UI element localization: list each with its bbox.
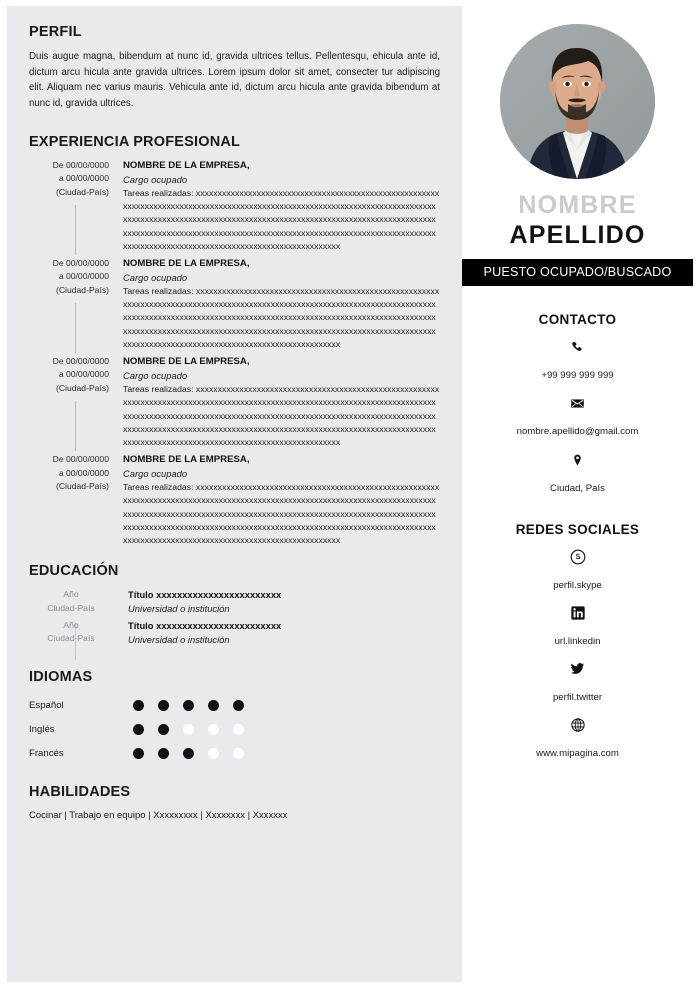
experience-heading: EXPERIENCIA PROFESIONAL: [29, 133, 241, 150]
experience-date: [29, 453, 121, 547]
experience-date-to: a 00/00/0000: [58, 467, 109, 478]
timeline-connector: [75, 205, 76, 255]
contact-value: nombre.apellido@gmail.com: [516, 426, 639, 437]
level-dot-filled: [133, 724, 144, 735]
experience-company: NOMBRE DE LA EMPRESA,: [123, 257, 250, 269]
education-entry: [29, 619, 440, 647]
language-name: Inglés: [29, 724, 55, 736]
level-dot-empty: [183, 724, 194, 735]
education-year: Año: [63, 589, 79, 600]
experience-date-to: a 00/00/0000: [58, 369, 109, 380]
education-title: Título xxxxxxxxxxxxxxxxxxxxxxxx: [128, 619, 282, 631]
languages-heading: IDIOMAS: [29, 668, 93, 685]
social-item[interactable]: [462, 605, 693, 649]
experience-location: (Ciudad-País): [55, 480, 109, 491]
contact-item[interactable]: [462, 452, 693, 496]
level-dot-filled: [158, 700, 169, 711]
education-location: Ciudad-País: [47, 633, 95, 644]
language-name: Francés: [29, 748, 64, 760]
language-level-dots: [133, 748, 244, 759]
experience-tasks: Tareas realizadas: xxxxxxxxxxxxxxxxxxxxxxxxxxxxxxxxxxxxxxxxxxxxxxxxxxxxxxxxxxxxxxxxxxxxxxxxxxxxxxxxxxxxxxxxxxxxxxxxxxxxxxxxxxxxxxxxxxxxxxxxxxxxxxxxxxxxxxxxxxxxxxxxxxxxxxxxxxxxxxxxxxxxxxxxxxxxxxxxxxxxxxxxxxxxxxxxxxxxxxxxxxxxxxxxxxxxxxxxxxxxxxxxxxxxxxxxxxxxxxxxxxxxxxxxxxxxxxxxxxxxxxxxxxxxxxxxxxxxxxxxxxxxxxxxxxxxxxxxxxxxxxxxxxxxxxxxxxxxxxxxxx: [123, 384, 440, 447]
experience-date-from: De 00/00/0000: [52, 159, 109, 170]
social-value: www.mipagina.com: [536, 748, 619, 759]
skills-text: Cocinar | Trabajo en equipo | Xxxxxxxxx | Xxxxxxxx | Xxxxxxx: [29, 809, 288, 821]
experience-entry: [29, 453, 440, 547]
experience-role: Cargo ocupado: [123, 468, 188, 480]
contact-item[interactable]: [462, 340, 693, 383]
level-dot-empty: [208, 724, 219, 735]
experience-body: [121, 355, 440, 449]
education-year: Año: [63, 619, 79, 630]
level-dot-filled: [158, 748, 169, 759]
level-dot-empty: [208, 748, 219, 759]
experience-date-to: a 00/00/0000: [58, 271, 109, 282]
social-value: perfil.skype: [553, 580, 602, 591]
experience-location: (Ciudad-País): [55, 284, 109, 295]
experience-location: (Ciudad-País): [55, 382, 109, 393]
experience-role: Cargo ocupado: [123, 271, 188, 283]
experience-entry: [29, 355, 440, 449]
experience-date-to: a 00/00/0000: [58, 173, 109, 184]
languages-list: [29, 694, 440, 766]
name-block: [462, 191, 693, 250]
timeline-connector: [75, 303, 76, 353]
experience-tasks: Tareas realizadas: xxxxxxxxxxxxxxxxxxxxxxxxxxxxxxxxxxxxxxxxxxxxxxxxxxxxxxxxxxxxxxxxxxxxxxxxxxxxxxxxxxxxxxxxxxxxxxxxxxxxxxxxxxxxxxxxxxxxxxxxxxxxxxxxxxxxxxxxxxxxxxxxxxxxxxxxxxxxxxxxxxxxxxxxxxxxxxxxxxxxxxxxxxxxxxxxxxxxxxxxxxxxxxxxxxxxxxxxxxxxxxxxxxxxxxxxxxxxxxxxxxxxxxxxxxxxxxxxxxxxxxxxxxxxxxxxxxxxxxxxxxxxxxxxxxxxxxxxxxxxxxxxxxxxxxxxxxxxxxxxxx: [123, 286, 440, 349]
languages-section: [29, 669, 440, 766]
language-row: [29, 694, 440, 718]
language-row: [29, 718, 440, 742]
level-dot-filled: [158, 724, 169, 735]
twitter-icon: [462, 661, 693, 682]
skills-section: [29, 784, 440, 823]
experience-role: Cargo ocupado: [123, 173, 188, 185]
experience-entry: [29, 257, 440, 351]
experience-section: [29, 134, 440, 547]
language-name: Español: [29, 700, 64, 712]
level-dot-filled: [208, 700, 219, 711]
level-dot-empty: [233, 724, 244, 735]
experience-location: (Ciudad-País): [55, 186, 109, 197]
profile-heading: PERFIL: [29, 24, 82, 40]
experience-entry: [29, 159, 440, 253]
education-section: [29, 563, 440, 646]
profile-photo-image: [500, 24, 655, 179]
linkedin-icon: [462, 605, 693, 626]
level-dot-filled: [133, 748, 144, 759]
experience-date: [29, 355, 121, 449]
profile-section: [29, 24, 440, 112]
social-heading: REDES SOCIALES: [515, 522, 640, 537]
experience-date-from: De 00/00/0000: [52, 356, 109, 367]
contact-value: +99 999 999 999: [541, 370, 614, 381]
contact-value: Ciudad, País: [550, 483, 605, 494]
experience-company: NOMBRE DE LA EMPRESA,: [123, 454, 250, 466]
education-title: Título xxxxxxxxxxxxxxxxxxxxxxxx: [128, 589, 282, 601]
education-date: [29, 619, 121, 647]
education-date: [29, 588, 121, 616]
globe-icon: [462, 717, 693, 738]
education-body: [121, 588, 440, 616]
level-dot-filled: [233, 700, 244, 711]
education-body: [121, 619, 440, 647]
education-heading: EDUCACIÓN: [29, 563, 119, 580]
education-school: Universidad o institución: [128, 603, 230, 615]
phone-icon: [462, 340, 693, 360]
social-item[interactable]: [462, 717, 693, 761]
social-value: perfil.twitter: [552, 692, 603, 703]
contact-list: [462, 327, 693, 496]
experience-company: NOMBRE DE LA EMPRESA,: [123, 356, 250, 368]
level-dot-filled: [133, 700, 144, 711]
last-name: APELLIDO: [509, 220, 646, 249]
social-item[interactable]: [462, 661, 693, 705]
timeline-connector: [75, 401, 76, 451]
education-list: [29, 588, 440, 646]
left-column: [7, 6, 462, 982]
level-dot-filled: [183, 700, 194, 711]
location-pin-icon: [462, 452, 693, 473]
social-value: url.linkedin: [554, 636, 601, 647]
profile-text: Duis augue magna, bibendum at nunc id, gravida ultrices tellus. Pellentesqu, ehicula ante id, dictum arcu hicula ante gravida ultrices. Lorem ipsum dolor sit amet, consecter tur adipiscing elit. Aliquam nec varius mauris. Vehicula ante id, dictum arcu hicula ante gravida bibendum at nunc id, gravida ultrices.: [29, 51, 440, 110]
profile-photo: [500, 24, 655, 179]
social-item[interactable]: [462, 549, 693, 593]
education-location: Ciudad-País: [47, 603, 95, 614]
experience-date: [29, 257, 121, 351]
skills-heading: HABILIDADES: [29, 783, 131, 800]
experience-body: [121, 257, 440, 351]
cv-sheet: [7, 6, 693, 982]
right-sidebar: [462, 6, 693, 982]
experience-tasks: Tareas realizadas: xxxxxxxxxxxxxxxxxxxxxxxxxxxxxxxxxxxxxxxxxxxxxxxxxxxxxxxxxxxxxxxxxxxxxxxxxxxxxxxxxxxxxxxxxxxxxxxxxxxxxxxxxxxxxxxxxxxxxxxxxxxxxxxxxxxxxxxxxxxxxxxxxxxxxxxxxxxxxxxxxxxxxxxxxxxxxxxxxxxxxxxxxxxxxxxxxxxxxxxxxxxxxxxxxxxxxxxxxxxxxxxxxxxxxxxxxxxxxxxxxxxxxxxxxxxxxxxxxxxxxxxxxxxxxxxxxxxxxxxxxxxxxxxxxxxxxxxxxxxxxxxxxxxxxxxxxxxxxxxxxx: [123, 482, 440, 546]
job-title-banner: PUESTO OCUPADO/BUSCADO: [462, 259, 693, 286]
education-school: Universidad o institución: [128, 633, 230, 645]
experience-body: [121, 159, 440, 253]
contact-item[interactable]: [462, 396, 693, 439]
envelope-icon: [462, 396, 693, 416]
experience-date-from: De 00/00/0000: [52, 257, 109, 268]
experience-body: [121, 453, 440, 547]
level-dot-filled: [183, 748, 194, 759]
social-list: [462, 537, 693, 761]
education-entry: [29, 588, 440, 616]
experience-tasks: Tareas realizadas: xxxxxxxxxxxxxxxxxxxxxxxxxxxxxxxxxxxxxxxxxxxxxxxxxxxxxxxxxxxxxxxxxxxxxxxxxxxxxxxxxxxxxxxxxxxxxxxxxxxxxxxxxxxxxxxxxxxxxxxxxxxxxxxxxxxxxxxxxxxxxxxxxxxxxxxxxxxxxxxxxxxxxxxxxxxxxxxxxxxxxxxxxxxxxxxxxxxxxxxxxxxxxxxxxxxxxxxxxxxxxxxxxxxxxxxxxxxxxxxxxxxxxxxxxxxxxxxxxxxxxxxxxxxxxxxxxxxxxxxxxxxxxxxxxxxxxxxxxxxxxxxxxxxxxxxxxxxxxxxxxx: [123, 187, 440, 251]
skype-icon: [462, 549, 693, 570]
experience-company: NOMBRE DE LA EMPRESA,: [123, 159, 250, 171]
experience-date-from: De 00/00/0000: [52, 454, 109, 465]
first-name: NOMBRE: [518, 191, 637, 219]
language-row: [29, 742, 440, 766]
language-level-dots: [133, 700, 244, 711]
experience-date: [29, 159, 121, 253]
language-level-dots: [133, 724, 244, 735]
level-dot-empty: [233, 748, 244, 759]
experience-role: Cargo ocupado: [123, 370, 188, 381]
experience-list: [29, 159, 440, 547]
contact-heading: CONTACTO: [538, 312, 617, 327]
